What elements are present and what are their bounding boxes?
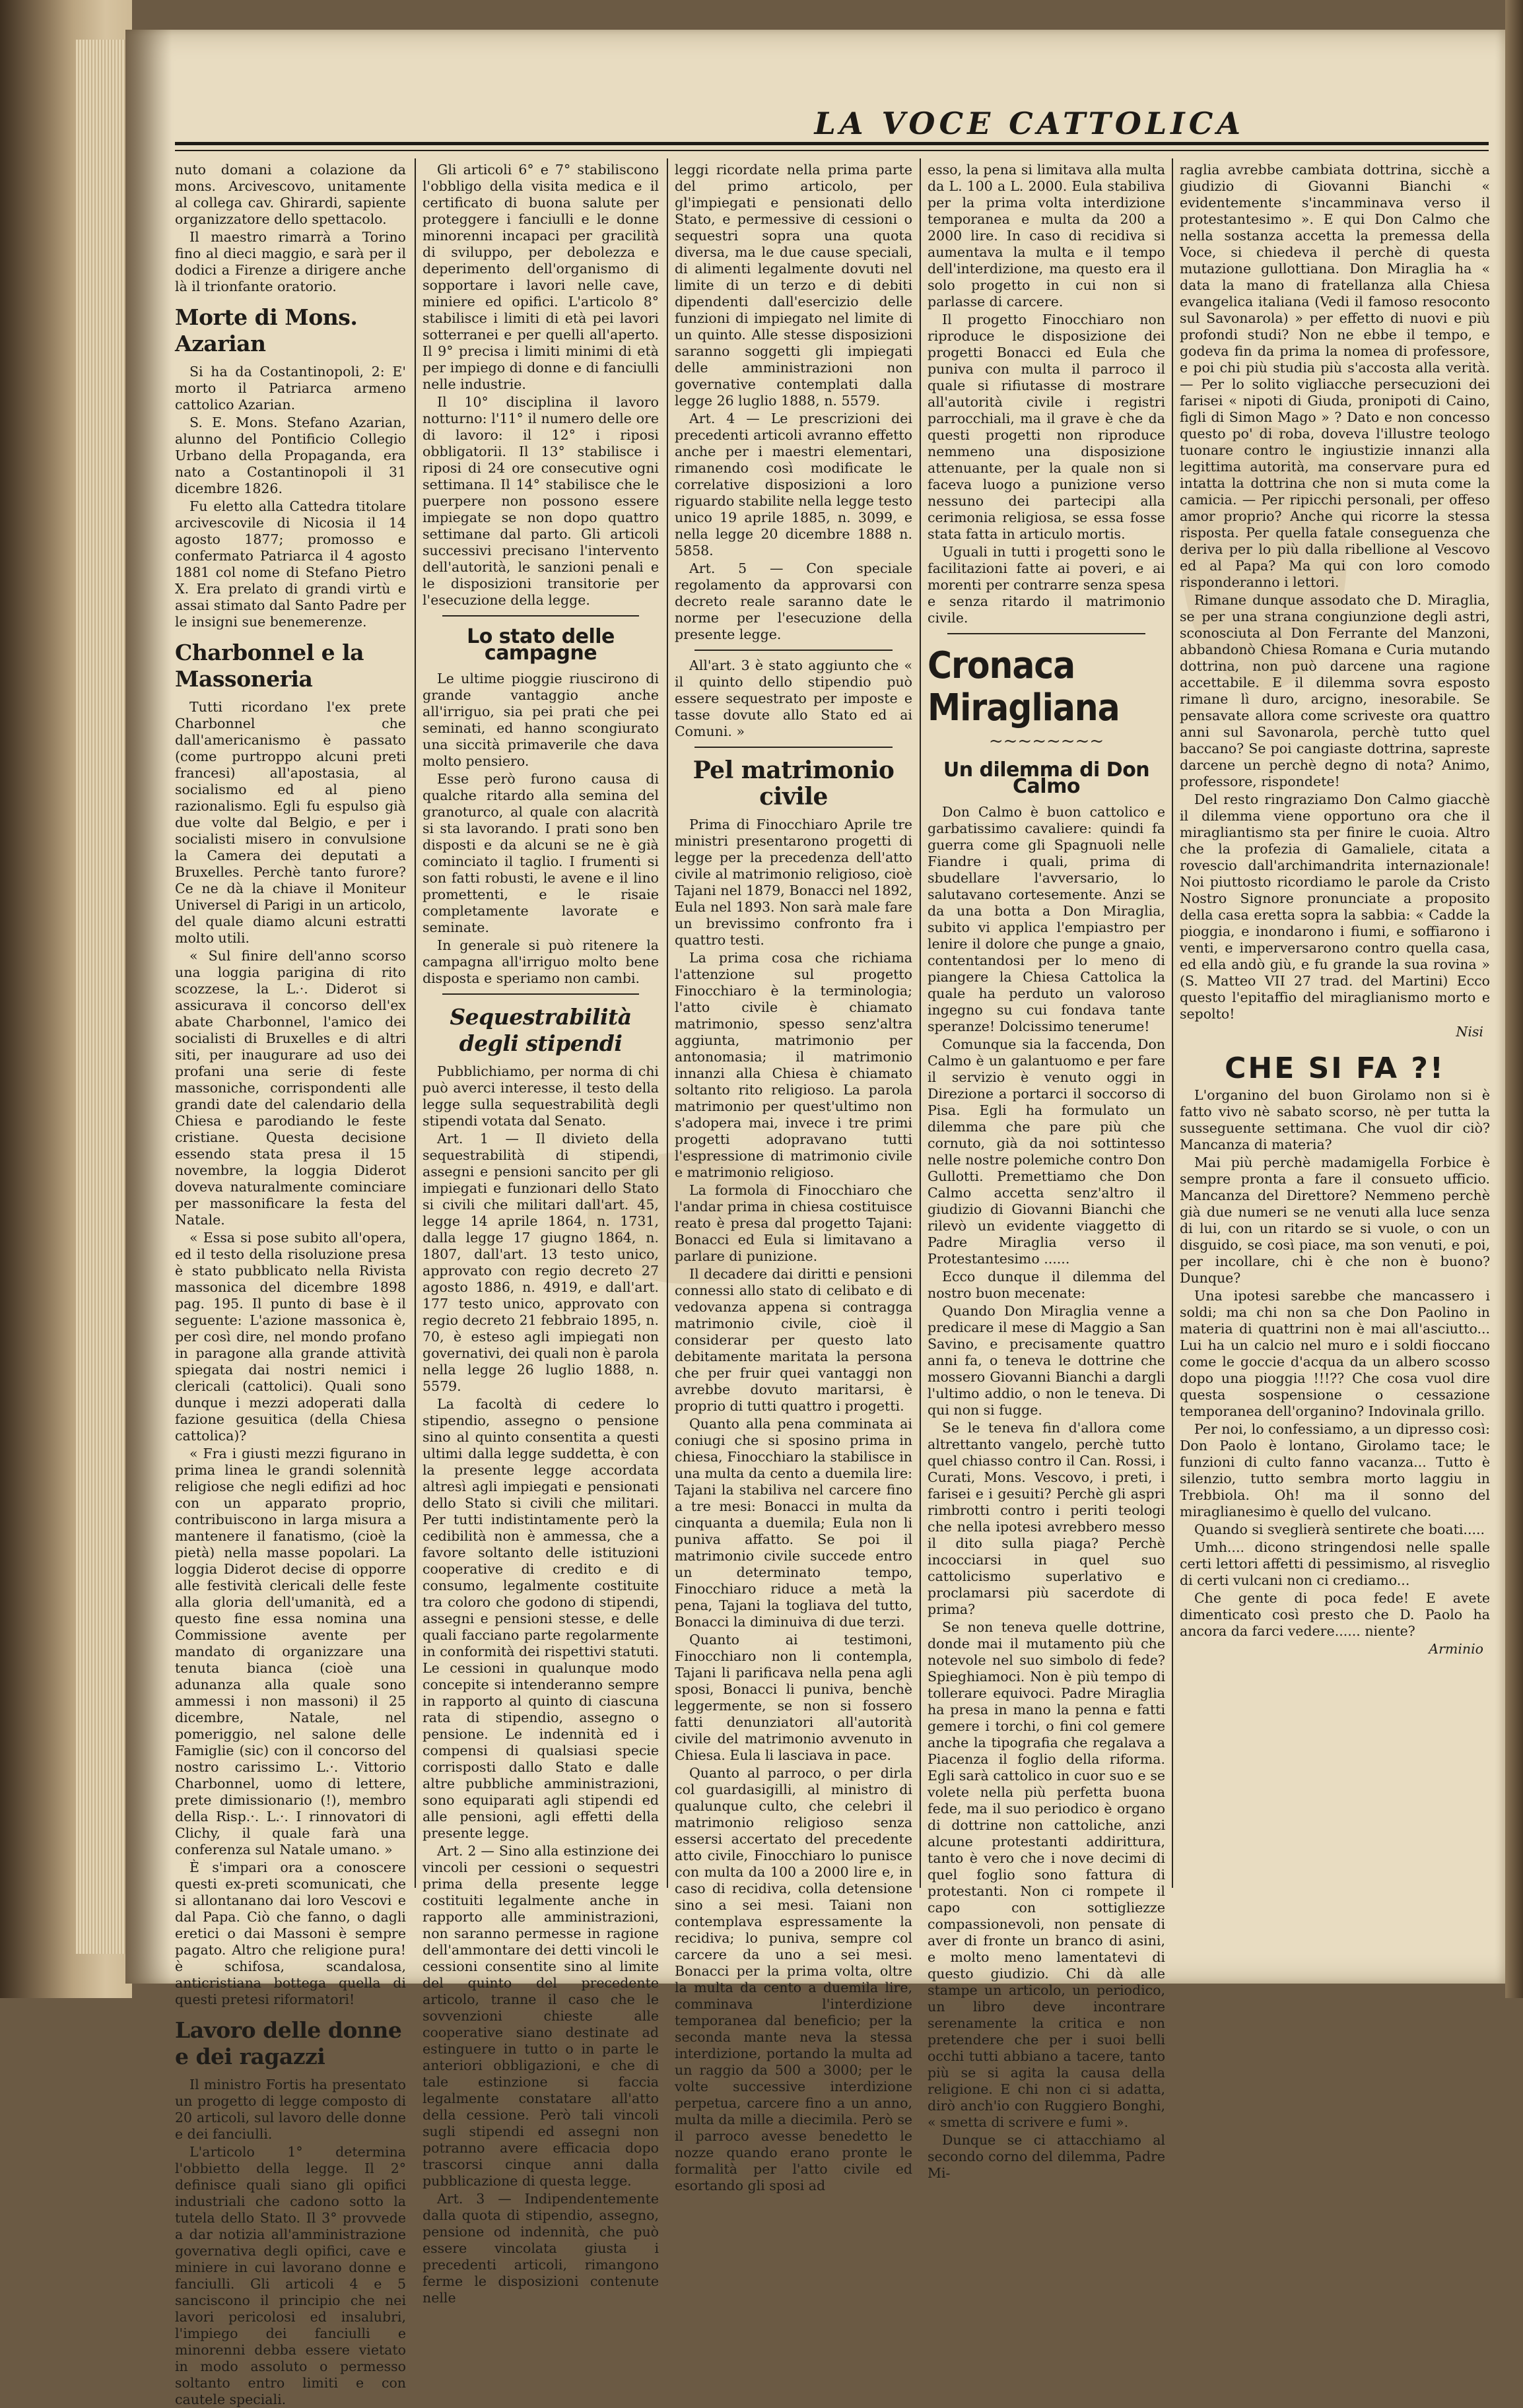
paragraph: In generale si può ritenere la campagna all'irriguo molto bene disposta e speriamo non cambi. bbox=[423, 937, 659, 986]
paragraph: Quanto ai testimoni, Finocchiaro non li contempla, Tajani li parificava nella pena agli sposi, Bonacci li puniva, benchè leggermente, se non si fossero fatti denunziatori all'autorità civile del matrimonio avvenuto in Chiesa. Eula li lasciava in pace. bbox=[675, 1632, 912, 1763]
paragraph: Gli articoli 6° e 7° stabiliscono l'obbligo della visita medica e il certificato di buona salute per proteggere i fanciulli e le donne minorenni incapaci per gracilità di sviluppo, per debolezza e deperimento dell'organismo di sopportare i lavori nelle cave, miniere ed opifici. L'articolo 8° stabilisce i limiti di età pei lavori sotterranei e per quelli all'aperto. Il 9° precisa i limiti minimi di età per impiego di donne e di fanciulli nelle industrie. bbox=[423, 162, 659, 392]
column-divider bbox=[920, 158, 921, 1888]
paragraph: Tutti ricordano l'ex prete Charbonnel che dall'americanismo è passato (come purtroppo alcuni preti francesi) all'apostasia, al socialismo ed al pieno razionalismo. Egli fu espulso già due volte dal Belgio, e per i socialisti misero in convulsione la Camera dei deputati a Bruxelles. Perchè tanto furore? Ce ne dà la chiave il Moniteur Universel di Parigi in un articolo, del quale diamo alcuni estratti molto utili. bbox=[175, 699, 406, 946]
column-1 bbox=[175, 162, 406, 2407]
column-divider bbox=[1172, 158, 1173, 1888]
article-heading: Lo stato delle campagne bbox=[467, 625, 615, 665]
paragraph: All'art. 3 è stato aggiunto che « il quinto dello stipendio può essere sequestrato per imposte e tasse dovute allo Stato ed ai Comuni. » bbox=[675, 657, 912, 739]
article-heading: Morte di Mons. Azarian bbox=[175, 304, 358, 356]
paragraph: Art. 4 — Le prescrizioni dei precedenti articoli avranno effetto anche per i maestri elementari, rimanendo così modificate le correlative disposizioni a loro riguardo stabilite nella legge testo unico 19 aprile 1885, n. 3099, e nella legge 20 dicembre 1888 n. 5858. bbox=[675, 411, 912, 558]
paragraph: Il maestro rimarrà a Torino fino al dieci maggio, e sarà per il dodici a Firenze a dirigere anche là il trionfante oratorio. bbox=[175, 229, 406, 294]
paragraph: « Fra i giusti mezzi figurano in prima linea le grandi solennità religiose che negli edifizi ad hoc con un apparato proprio, contribuiscono in larga misura a mantenere il fanatismo, (cioè la pietà) nella masse popolari. La loggia Diderot decise di opporre alle festività clericali delle feste alla gloria dell'umanità, ed a questo fine essa nomina una Commissione avente per mandato di organizzare una tenuta bianca (cioè una adunanza alla quale sono ammessi i non massoni) il 25 dicembre, Natale, nel pomeriggio, nel salone delle Famiglie (sic) con il concorso del nostro carissimo L.·. Vittorio Charbonnel, uomo di lettere, prete dimissionario (!), membro della Risp.·. L.·. I rinnovatori di Clichy, il quale farà una conferenza sul Natale umano. » bbox=[175, 1446, 406, 1857]
column-3 bbox=[675, 162, 912, 2193]
paragraph: Ecco dunque il dilemma del nostro buon mecenate: bbox=[928, 1269, 1165, 1301]
paragraph: Il 10° disciplina il lavoro notturno: l'11° il numero delle ore di lavoro: il 12° i riposi obbligatorii. Il 13° stabilisce i riposi di 24 ore consecutive ogni settimana. Il 14° stabilisce che le puerpere non possono essere impiegate se non dopo quattro settimane dal parto. Gli articoli successivi precisano l'intervento dell'autorità, le sanzioni penali e le disposizioni transitorie per l'esecuzione della legge. bbox=[423, 394, 659, 608]
paragraph: Art. 5 — Con speciale regolamento da approvarsi con decreto reale saranno date le norme per l'esecuzione della presente legge. bbox=[675, 560, 912, 642]
paragraph: Fu eletto alla Cattedra titolare arcivescovile di Nicosia il 14 agosto 1877; promosso e confermato Patriarca il 4 agosto 1881 col nome di Stefano Pietro X. Era prelato di grandi virtù e assai stimato dal Santo Padre per le insigni sue benemerenze. bbox=[175, 498, 406, 630]
paragraph: nuto domani a colazione da mons. Arcivescovo, unitamente al collega cav. Ghirardi, sapiente organizzatore dello spettacolo. bbox=[175, 162, 406, 227]
paragraph: Art. 1 — Il divieto della sequestrabilità di stipendi, assegni e pensioni sancito per gli impiegati e funzionari dello Stato si civili che militari dall'art. 45, legge 14 aprile 1864, n. 1731, dalla legge 17 giugno 1864, n. 1807, dall'art. 13 testo unico, approvato con regio decreto 27 agosto 1886, n. 4919, e dall'art. 177 testo unico, approvato con regio decreto 21 febbraio 1895, n. 70, è esteso agli impiegati non governativi, dei quali non è parola nella legge 26 luglio 1888, n. 5579. bbox=[423, 1131, 659, 1394]
paragraph: Art. 3 — Indipendentemente dalla quota di stipendio, assegno, pensione od indennità, che può essere vincolata giusta i precedenti articoli, rimangono ferme le disposizioni contenute nelle bbox=[423, 2191, 659, 2306]
paragraph: La facoltà di cedere lo stipendio, assegno o pensione sino al quinto consentita a questi ultimi dalla legge suddetta, è con la presente legge accordata altresì agli impiegati e pensionati dello Stato si civili che militari. Per tutti indistintamente però la cedibilità non è ammessa, che a favore soltanto delle istituzioni cooperative di credito e di consumo, legalmente costituite tra coloro che godono di stipendi, assegni e pensioni stesse, e delle quali facciano parte regolarmente in conformità dei rispettivi statuti. Le cessioni in qualunque modo concepite si intenderanno sempre in rapporto al quinto di ciascuna rata di stipendio, assegno o pensione. Le indennità ed i compensi di qualsiasi specie corrisposti dallo Stato e dalle altre pubbliche amministrazioni, sono equiparati agli stipendi ed alle pensioni, agli effetti della presente legge. bbox=[423, 1396, 659, 1841]
paragraph: Esse però furono causa di qualche ritardo alla semina del granoturco, al quale con alacrità si sta lavorando. I prati sono ben disposti e da alcuni se ne è già cominciato il taglio. I frumenti si son fatti robusti, le avene e il lino promettenti, e le risaie completamente lavorate e seminate. bbox=[423, 771, 659, 935]
paragraph: L'articolo 1° determina l'obbietto della legge. Il 2° definisce quali siano gli opifici industriali che cadono sotto la tutela dello Stato. Il 3° provvede a dar notizia all'amministrazione governativa degli opifici, cave e miniere in cui lavorano donne e fanciulli. Gli articoli 4 e 5 sanciscono il principio che nei lavori pericolosi ed insalubri, l'impiego dei fanciulli e minorenni debba essere vietato in modo assoluto o permesso soltanto entro limiti e con cautele speciali. bbox=[175, 2144, 406, 2407]
section-heading: Cronaca Miragliana bbox=[928, 644, 1120, 729]
column-4 bbox=[928, 162, 1165, 2181]
paragraph: Il decadere dai diritti e pensioni connessi allo stato di celibato e di vedovanza appena si contragga matrimonio civile, cioè il considerar per questo lato debitamente maritata la persona che per fruir quei vantaggi non avrebbe dovuto maritarsi, è proprio di tutti quattro i progetti. bbox=[675, 1266, 912, 1414]
paragraph: Si ha da Costantinopoli, 2: E' morto il Patriarca armeno cattolico Azarian. bbox=[175, 364, 406, 413]
separator bbox=[442, 993, 639, 995]
article-heading: Sequestrabilità degli stipendi bbox=[450, 1004, 632, 1056]
separator bbox=[442, 615, 639, 617]
paragraph: Don Calmo è buon cattolico e garbatissimo cavaliere: quindi fa guerra come gli Spagnuoli nelle Fiandre i quali, prima di sbudellare l'avversario, lo salutavano cortesemente. Anzi se da una botta a Don Miraglia, subito vi applica l'empiastro per lenire il dolore che punge a gnaio, contentandosi per lo meno di piangere la Chiesa Cattolica la quale ha perduto un valoroso ingegno su cui fondava tante speranze! Dolcissimo tenerume! bbox=[928, 804, 1165, 1034]
article-heading: CHE SI FA ?! bbox=[1225, 1052, 1445, 1085]
separator bbox=[947, 633, 1145, 634]
spine-shadow bbox=[125, 30, 172, 1984]
paragraph: Le ultime pioggie riuscirono di grande vantaggio anche all'irriguo, sia pei prati che pei seminati, ed hanno scongiurato una siccità primaverile che dava molto pensiero. bbox=[423, 671, 659, 769]
signature: Arminio bbox=[1429, 1641, 1483, 1657]
masthead bbox=[175, 106, 1489, 142]
paragraph: L'organino del buon Girolamo non si è fatto vivo nè sabato scorso, nè per tutta la susseguente settimana. Che vuol dir ciò? Mancanza di materia? bbox=[1180, 1087, 1490, 1153]
paragraph: Che gente di poca fede! E avete dimenticato così presto che D. Paolo ha ancora da farci vedere...... niente? bbox=[1180, 1590, 1490, 1639]
paragraph: La formola di Finocchiaro che l'andar prima in chiesa costituisce reato è presa dal progetto Tajani: Bonacci ed Eula si limitavano a parlare di punizione. bbox=[675, 1182, 912, 1264]
paragraph: Prima di Finocchiaro Aprile tre ministri presentarono progetti di legge per la precedenza dell'atto civile al matrimonio religioso, cioè Tajani nel 1879, Bonacci nel 1892, Eula nel 1893. Non sarà male fare un brevissimo confronto fra i quattro testi. bbox=[675, 817, 912, 948]
paragraph: Comunque sia la faccenda, Don Calmo è un galantuomo e per fare il servizio è venuto oggi in Direzione a portarci il soccorso di Pisa. Egli ha formulato un dilemma che pare più che cornuto, già da noi sottintesso nelle nostre polemiche contro Don Gullotti. Premettiamo che Don Calmo accetta senz'altro il giudizio di Giovanni Bianchi che rilevò un evidente viaggetto di Padre Miraglia verso il Protestantesimo ...... bbox=[928, 1036, 1165, 1267]
paragraph: Dunque se ci attacchiamo al secondo corno del dilemma, Padre Mi- bbox=[928, 2132, 1165, 2181]
paragraph: leggi ricordate nella prima parte del primo articolo, per gl'impiegati e pensionati dello Stato, e permessive di cessioni o sequestri sopra una quota diversa, ma le due cause speciali, di alimenti legalmente dovuti nel limite di un terzo e di debiti dipendenti dall'esercizio delle funzioni di impiegato nel limite di un quinto. Alle stesse disposizioni saranno soggetti gli impiegati delle amministrazioni non governative contemplati dalla legge 26 luglio 1888, n. 5579. bbox=[675, 162, 912, 409]
article-heading: Lavoro delle donne e dei ragazzi bbox=[175, 2017, 402, 2069]
column-2 bbox=[423, 162, 659, 2306]
paragraph: Del resto ringraziamo Don Calmo giacchè il dilemma viene opportuno ora che il miragliantismo sta per finire le cuoia. Altro che la profezia di Gamaliele, citata a rovescio dall'archimandrita internazionale! Noi piuttosto ricordiamo le parole da Cristo Nostro Signore pronunciate a proposito della casa eretta sopra la sabbia: « Cadde la pioggia, e inondarono i fiumi, e soffiarono i venti, e imperversarono contro quella casa, ed ella andò giù, e fu grande la sua rovina » (S. Matteo VII 27 trad. del Martini) Ecco questo l'epitaffio del miraglianismo morto e sepolto! bbox=[1180, 791, 1490, 1022]
paragraph: Quando si sveglierà sentirete che boati..... bbox=[1194, 1522, 1485, 1537]
column-divider bbox=[667, 158, 668, 1888]
article-heading: Un dilemma di Don Calmo bbox=[943, 758, 1150, 798]
paragraph: « Sul finire dell'anno scorso una loggia parigina di rito scozzese, la L.·. Diderot si assicurava il concorso dell'ex abate Charbonnel, l'amico dei socialisti di Bruxelles e di altri siti, per inaugurare ad uso dei profani una serie di feste massoniche, corrispondenti alle grandi date del calendario della Chiesa e parodiando le feste cristiane. Questa decisione essendo stata presa il 15 novembre, la loggia Diderot doveva naturalmente cominciare per massonificare la festa del Natale. bbox=[175, 948, 406, 1228]
paragraph: Quando Don Miraglia venne a predicare il mese di Maggio a San Savino, e precisamente quattro anni fa, o teneva le dottrine che mossero Giovanni Bianchi a dargli l'ultimo addio, o non le teneva. Di qui non si fugge. bbox=[928, 1303, 1165, 1418]
paragraph: Il progetto Finocchiaro non riproduce le disposizione dei progetti Bonacci ed Eula che puniva con multa il parroco il quale si rifiutasse di mostrare all'autorità civile i registri parrocchiali, ma il grave è che da questi progetti non riproduce nemmeno una disposizione attenuante, per la quale non si faceva luogo a punizione verso nessuno dei partecipi alla cerimonia religiosa, se essa fosse stata fatta in articulo mortis. bbox=[928, 312, 1165, 542]
paragraph: Il ministro Fortis ha presentato un progetto di legge composto di 20 articoli, sul lavoro delle donne e dei fanciulli. bbox=[175, 2077, 406, 2142]
paragraph: Rimane dunque assodato che D. Miraglia, se per una strana congiunzione degli astri, sconosciuta al Don Ferrante del Manzoni, abbandonò Chiesa Romana e Curia mutando dottrina, non può darcene una ragione accettabile. E il dilemma sovra esposto rimane lì duro, arcigno, inesorabile. Se pensavate allora come scriveste ora quattro anni sul Savonarola, perchè tutto quel baccano? Se poi cangiaste dottrina, sapreste darcene un perchè degno di nota? Animo, professore, rispondete! bbox=[1180, 592, 1490, 789]
paragraph: La prima cosa che richiama l'attenzione sul progetto Finocchiaro è la terminologia; l'atto civile è chiamato matrimonio, spesso senz'altra aggiunta, matrimonio per antonomasia; il matrimonio innanzi alla Chiesa è chiamato soltanto rito religioso. La parola matrimonio per quest'ultimo non s'adopera mai, invece i tre primi progetti adopravano tutti l'espressione di matrimonio civile e matrimonio religioso. bbox=[675, 950, 912, 1180]
column-divider bbox=[415, 158, 416, 1888]
newspaper-title: LA VOCE CATTOLICA bbox=[814, 106, 1244, 141]
paragraph: Uguali in tutti i progetti sono le facilitazioni fatte ai poveri, e ai morenti per contrarre senza spesa e senza ritardo il matrimonio civile. bbox=[928, 544, 1165, 626]
article-heading: Charbonnel e la Massoneria bbox=[175, 640, 364, 692]
paragraph: S. E. Mons. Stefano Azarian, alunno del Pontificio Collegio Urbano della Propaganda, era nato a Costantinopoli il 31 dicembre 1826. bbox=[175, 415, 406, 496]
separator bbox=[694, 747, 893, 748]
paragraph: esso, la pena si limitava alla multa da L. 100 a L. 2000. Eula stabiliva per la prima volta interdizione temporanea e multa da 200 a 2000 lire. In caso di recidiva si aumentava la multa e il tempo dell'interdizione, ma questo era il solo progetto in cui non si parlasse di carcere. bbox=[928, 162, 1165, 310]
paragraph: Una ipotesi sarebbe che mancassero i soldi; ma chi non sa che Don Paolino in materia di quattrini non è mai all'asciutto... Lui ha un calcio nel muro e i soldi fioccano come le goccie d'acqua da un albero scosso dopo una pioggia !!!?? Che cosa vuol dire questa sospensione o cessazione temporanea dell'organino? Indovinala grillo. bbox=[1180, 1288, 1490, 1419]
paragraph: Per noi, lo confessiamo, a un dipresso così: Don Paolo è lontano, Girolamo tace; le funzioni di culto fanno vacanza... Tutto è silenzio, tutto sembra morto laggiu in Trebbiola. Oh! ma il sonno del miraglianesimo è quello del vulcano. bbox=[1180, 1421, 1490, 1520]
ornament-divider: ~~~~~~~~ bbox=[988, 731, 1104, 751]
paragraph: raglia avrebbe cambiata dottrina, sicchè a giudizio di Giovanni Bianchi « evidentemente s'incamminava verso il protestantesimo ». E qui Don Calmo che nella sostanza accetta la premessa della Voce, si chiedeva il perchè di questa mutazione gullottiana. Don Miraglia ha « data la mano di fratellanza alla Chiesa evangelica italiana (Vedi il famoso resoconto sul Savonarola) » per effetto di nuovi e più profondi studi? Non ne ebbe il tempo, e godeva fin da prima la nomea di professore, e poi chi più studia più s'accosta alla verità. — Per lo solito vigliacche persecuzioni dei farisei « nipoti di Giuda, pronipoti di Caino, figli di Simon Mago » ? Dato e non concesso questo po' di roba, doveva l'illustre teologo tuonare contro le ingiustizie innanzi alla legittima autorità, ma conservare pura ed intatta la dottrina che non si muta come la camicia. — Per ripicchi personali, per offeso amor proprio? Anche qui ricorre la stessa risposta. Per quella fatale conseguenza che deriva per lo più dalla ribellione al Vescovo ed al Papa? Ma qui con loro comodo risponderanno i lettori. bbox=[1180, 162, 1490, 590]
article-heading: Pel matrimonio civile bbox=[693, 756, 895, 811]
right-edge-strip bbox=[1505, 0, 1523, 1998]
paragraph: È s'impari ora a conoscere questi ex-preti scomunicati, che si allontanano dai loro Vescovi e dal Papa. Ciò che fanno, o dagli eretici o dai Massoni è sempre pagato. Altro che religione pura! è schifosa, scandalosa, anticristiana bottega quella di questi pretesi riformatori! bbox=[175, 1859, 406, 2007]
signature: Nisi bbox=[1456, 1024, 1483, 1040]
column-5 bbox=[1180, 162, 1490, 1891]
paragraph: « Essa si pose subito all'opera, ed il testo della risoluzione presa è stato pubblicato nella Rivista massonica del dicembre 1898 pag. 195. Il punto di base è il seguente: L'azione massonica è, per così dire, nel mondo profano in paragone alla grande attività spiegata dai nostri nemici i clericali (cattolici). Quali sono dunque i mezzi adoperati dalla fazione gesuitica (della Chiesa cattolica)? bbox=[175, 1230, 406, 1444]
separator bbox=[694, 650, 893, 651]
paragraph: Mai più perchè madamigella Forbice è sempre pronta a fare il consueto ufficio. Mancanza del Direttore? Nemmeno perchè già due numeri se ne venuti alla luce senza di lui, con un ritardo se si vuole, o con un disguido, se così piace, ma son venuti, e poi, per incollare, chi è che non è buono? Dunque? bbox=[1180, 1154, 1490, 1286]
paragraph: Art. 2 — Sino alla estinzione dei vincoli per cessioni o sequestri prima della presente legge costituiti legalmente anche in rapporto alle amministrazioni, non saranno permesse in ragione dell'ammontare dei detti vincoli le cessioni consentite sino al limite del quinto del precedente articolo, tranne il caso che le sovvenzioni chieste alle cooperative siano destinate ad estinguere in tutto o in parte le anteriori obbligazioni, e che di tale estinzione si faccia legalmente constatare all'atto della cessione. Però tali vincoli sugli stipendi ed assegni non potranno avere efficacia dopo trascorsi cinque anni dalla pubblicazione di questa legge. bbox=[423, 1843, 659, 2189]
paragraph: Se le teneva fin d'allora come altrettanto vangelo, perchè tutto quel chiasso contro il Can. Rossi, i Curati, Mons. Vescovo, i preti, i farisei e i gesuiti? Perchè gli aspri rimbrotti contro i periti teologi che nella ipotesi avrebbero messo il dito sulla piaga? Perchè incocciarsi in quel suo cattolicismo superlativo e proclamarsi più sacerdote di prima? bbox=[928, 1420, 1165, 1617]
header-rule bbox=[175, 142, 1489, 151]
paragraph: Umh.... dicono stringendosi nelle spalle certi lettori affetti di pessimismo, al risveglio di certi vulcani non ci crediamo... bbox=[1180, 1539, 1490, 1588]
paragraph: Quanto al parroco, o per dirla col guardasigilli, al ministro di qualunque culto, che celebri il matrimonio religioso senza essersi accertato del precedente atto civile, Finocchiaro lo punisce con multa da 100 a 2000 lire e, in caso di recidiva, colla detensione sino a sei mesi. Taiani non contemplava espressamente la recidiva; lo puniva, sempre col carcere da uno a sei mesi. Bonacci per la prima volta, oltre la multa da cento a duemila lire, comminava l'interdizione temporanea dal beneficio; per la seconda mante neva la stessa interdizione, portando la multa ad un raggio da 500 a 3000; per le volte successive interdizione perpetua, carcere fino a un anno, multa da mille a diecimila. Però se il parroco avesse benedetto le nozze quando erano pronte le formalità per l'atto civile ed esortando gli sposi ad bbox=[675, 1765, 912, 2193]
paragraph: Pubblichiamo, per norma di chi può averci interesse, il testo della legge sulla sequestrabilità degli stipendi votata dal Senato. bbox=[423, 1063, 659, 1129]
paragraph: Quanto alla pena comminata ai coniugi che si sposino prima in chiesa, Finocchiaro la stabilisce in una multa da cento a duemila lire: Tajani la stabiliva nel carcere fino a tre mesi: Bonacci in multa da cinquanta a duemila; Eula non li puniva affatto. Se poi il matrimonio civile succede entro un determinato tempo, Finocchiaro riduce a metà la pena, Tajani la togliava del tutto, Bonacci la diminuiva di due terzi. bbox=[675, 1416, 912, 1630]
paragraph: Se non teneva quelle dottrine, donde mai il mutamento più che notevole nel suo simbolo di fede? Spieghiamoci. Non è più tempo di tollerare equivoci. Padre Miraglia ha presa in mano la penna e fatti gemere i torchi, o fini col gemere anche la tipografia che regalava a Piacenza il foglio della riforma. Egli sarà cattolico in cuor suo e se volete nella più perfetta buona fede, ma il suo periodico è organo di dottrine non cattoliche, anzi alcune protestanti addirittura, tanto è vero che i nove decimi di quel foglio sono fattura di protestanti. Non ci rompete il capo con sottigliezze compassionevoli, non pensate di aver di fronte un branco di asini, e molto meno lamentatevi di questo giudizio. Chi dà alle stampe un articolo, un periodico, un libro deve incontrare serenamente la critica e non pretendere che per i suoi belli occhi tutti abbiano a tacere, tanto più se si agita la causa della religione. E chi non ci si adatta, dirò anch'io con Ruggiero Bonghi, « smetta di scrivere e fumi ». bbox=[928, 1619, 1165, 2130]
